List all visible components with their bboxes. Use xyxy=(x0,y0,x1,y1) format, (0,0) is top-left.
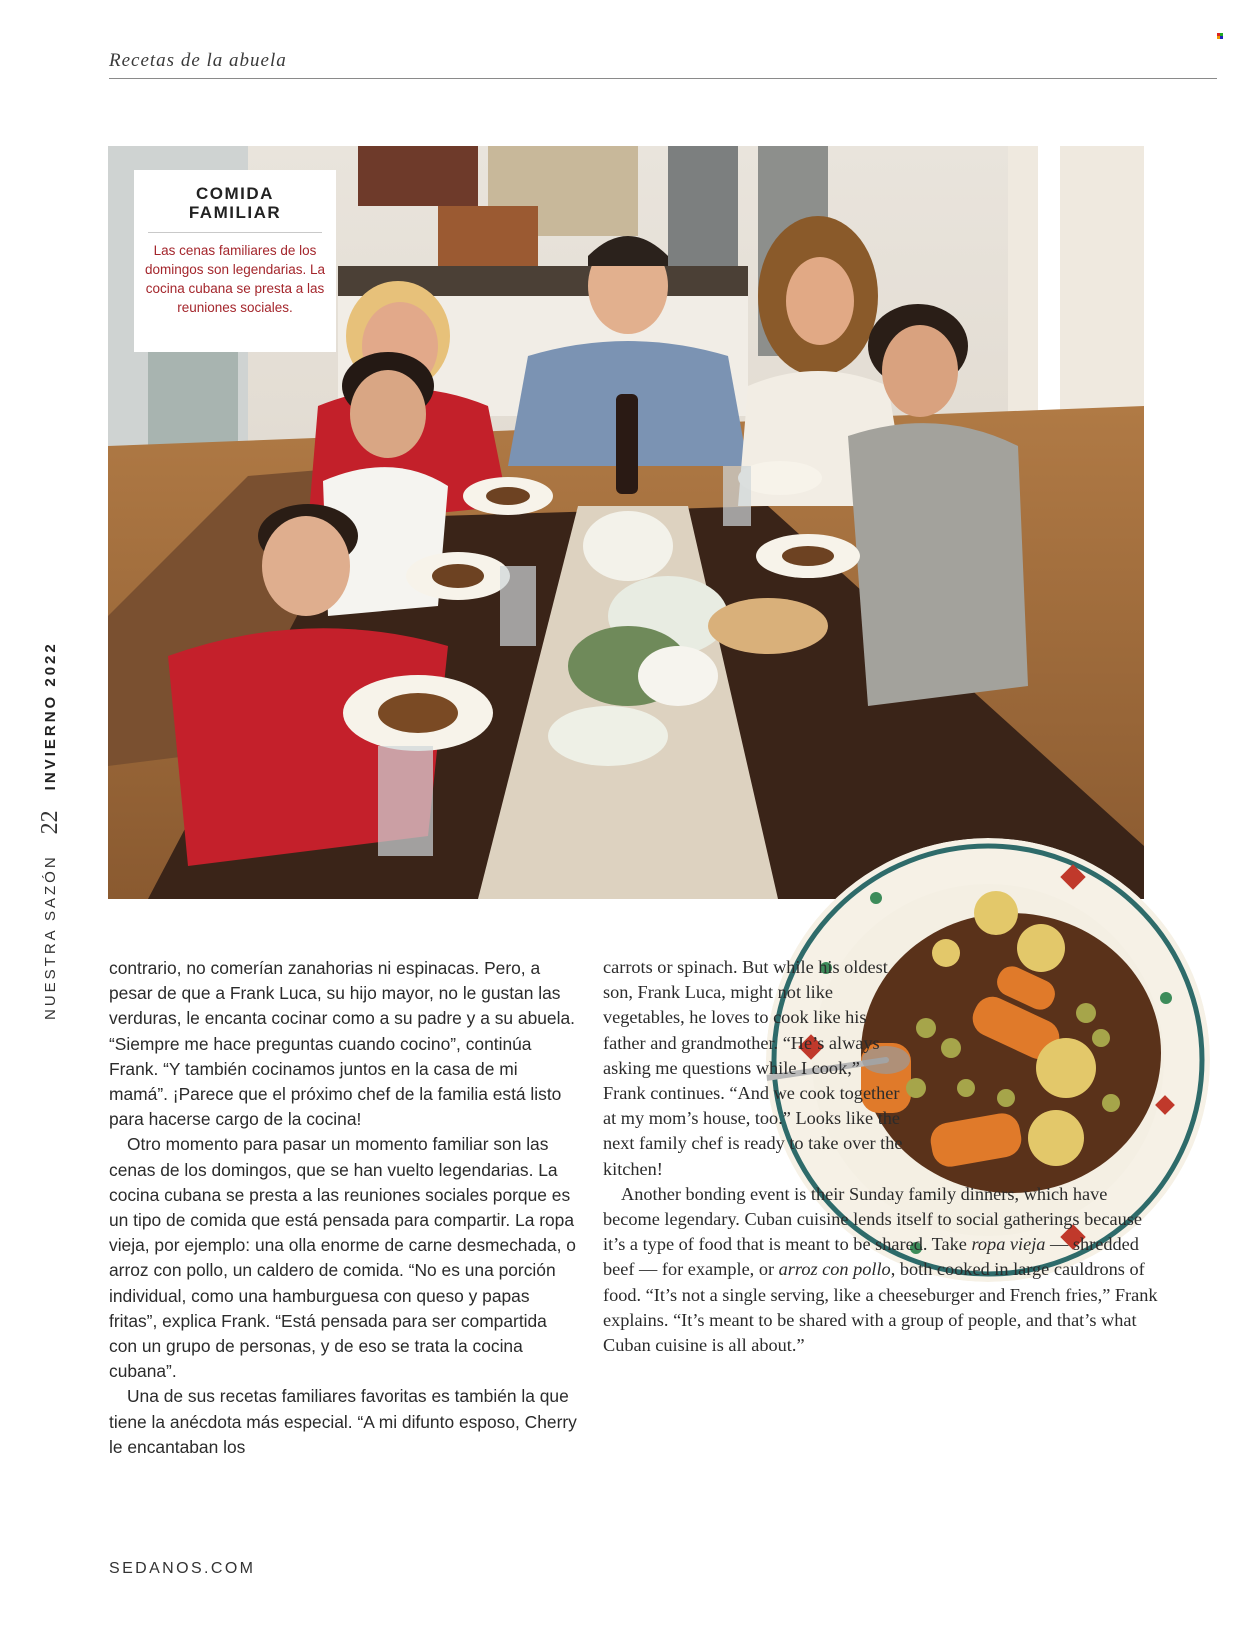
spanish-article-column xyxy=(109,956,579,1460)
callout-divider xyxy=(148,232,322,233)
spanish-paragraph-3: Una de sus recetas familiares favoritas es también la que tiene la anécdota más especial. “A mi difunto esposo, Cherry le encantaban los xyxy=(109,1386,577,1457)
family-dinner-photo xyxy=(108,146,1144,899)
side-running-label xyxy=(36,600,64,1020)
magazine-name: NUESTRA SAZÓN xyxy=(41,854,59,1020)
callout-box xyxy=(134,170,336,352)
callout-body: Las cenas familiares de los domingos son legendarias. La cocina cubana se presta a las reuniones sociales. xyxy=(144,243,326,315)
term-ropa-vieja: ropa vieja xyxy=(971,1234,1046,1255)
issue-season: INVIERNO 2022 xyxy=(41,641,59,791)
english-paragraph-2 xyxy=(603,1182,1163,1358)
page-number: 22 xyxy=(36,810,63,835)
english-paragraph-2-text-a: Another bonding event is their Sunday family dinners, which have become legendary. Cuban cuisine lends itself to social gatherings because it’s a type of food that is meant to be shared. Take xyxy=(603,1183,1142,1255)
english-paragraph-2-text-c: — shredded beef — for example, or xyxy=(603,1234,1139,1280)
spanish-paragraph-2: Otro momento para pasar un momento familiar son las cenas de los domingos, que se han vuelto legendarias. La cocina cubana se presta a las reuniones sociales porque es un tipo de comida que está pensada para compartir. La ropa vieja, por ejemplo: una olla enorme de carne desmechada, o arroz con pollo, un caldero de comida. “No es una porción individual, como una hamburguesa con queso y papas fritas”, explica Frank. “Está pensada para ser compartida con un grupo de personas, y de eso se trata la cocina cubana”. xyxy=(109,1134,576,1382)
english-paragraph-1: carrots or spinach. But while his oldest son, Frank Luca, might not like vegetables, he loves to cook like his father and grandmother. “He’s always asking me questions while I cook,” Frank continues. “And we cook together at my mom’s house, too.” Looks like the next family chef is ready to take over the kitchen! xyxy=(603,957,903,1179)
callout-title: COMIDA FAMILIAR xyxy=(188,184,282,222)
header-divider xyxy=(109,78,1217,79)
corner-color-mark xyxy=(1217,33,1224,40)
term-arroz-con-pollo: arroz con pollo xyxy=(778,1259,891,1280)
spanish-paragraph-1: contrario, no comerían zanahorias ni espinacas. Pero, a pesar de que a Frank Luca, su hijo mayor, no le gustan las verduras, le encanta cocinar como a su padre y a su abuela. “Siempre me hace preguntas cuando cocino”, continúa Frank. “Y también cocinamos juntos en la casa de mi mamá”. ¡Parece que el próximo chef de la familia está listo para hacerse cargo de la cocina! xyxy=(109,958,575,1130)
footer-website[interactable]: SEDANOS.COM xyxy=(109,1560,256,1577)
english-article-column xyxy=(603,955,1163,1358)
section-title: Recetas de la abuela xyxy=(109,50,287,71)
english-paragraph-2-text-e: , both cooked in large cauldrons of food. “It’s not a single serving, like a cheeseburger and French fries,” Frank explains. “It’s meant to be shared with a group of people, and that’s what Cuban cuisine is all about.” xyxy=(603,1259,1158,1356)
